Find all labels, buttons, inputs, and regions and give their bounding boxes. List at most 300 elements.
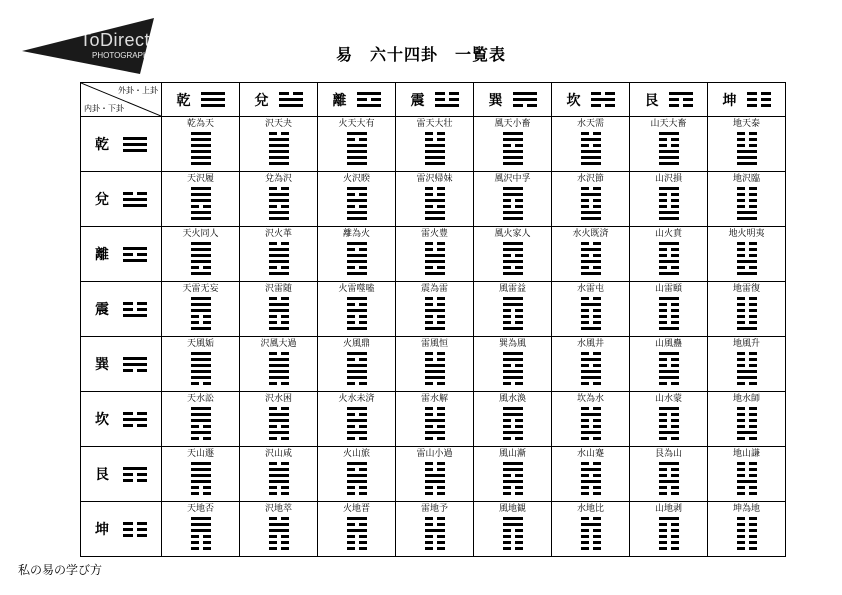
yang-line	[737, 150, 757, 153]
yang-line	[659, 217, 679, 220]
yang-line	[425, 272, 445, 275]
yin-line	[347, 523, 367, 526]
hexagram-name: 雷地予	[420, 504, 448, 514]
trigram-symbol	[737, 187, 757, 220]
hexagram-name: 山火賁	[654, 229, 682, 239]
hexagram-name: 坎為水	[576, 394, 604, 404]
yang-line	[737, 376, 757, 379]
yin-line	[503, 321, 523, 324]
yang-line	[269, 364, 289, 367]
yin-line	[503, 541, 523, 544]
yang-line	[425, 370, 445, 373]
yin-line	[581, 205, 601, 208]
hexagram-symbol	[240, 462, 317, 495]
yang-line	[269, 419, 289, 422]
column-header-4	[396, 83, 474, 117]
yin-line	[123, 302, 147, 305]
yang-line	[581, 150, 601, 153]
yang-line	[581, 413, 601, 416]
yang-line	[659, 211, 679, 214]
yang-line	[503, 248, 523, 251]
yang-line	[581, 523, 601, 526]
yang-line	[425, 150, 445, 153]
logo-text: ToDirect	[80, 30, 151, 50]
yin-line	[737, 242, 757, 245]
hexagram-symbol	[630, 407, 707, 440]
hexagram-cell	[552, 392, 630, 447]
row-header-8	[81, 502, 162, 557]
yin-line	[581, 364, 601, 367]
yang-line	[737, 260, 757, 263]
yang-line	[503, 193, 523, 196]
trigram-symbol	[347, 407, 367, 440]
yin-line	[659, 535, 679, 538]
row-header-2	[81, 172, 162, 227]
yin-line	[425, 437, 445, 440]
trigram-symbol	[581, 517, 601, 550]
yang-line	[435, 104, 459, 107]
yang-line	[123, 198, 147, 201]
yin-line	[503, 205, 523, 208]
yang-line	[191, 352, 211, 355]
yin-line	[737, 486, 757, 489]
yin-line	[347, 413, 367, 416]
column-trigram-name: 兌	[254, 92, 269, 109]
trigram-symbol	[201, 92, 225, 107]
hexagram-name: 沢風大過	[260, 339, 297, 349]
hexagram-symbol	[708, 297, 785, 330]
yang-line	[347, 517, 367, 520]
yang-line	[123, 259, 147, 262]
yang-line	[123, 357, 147, 360]
yin-line	[737, 358, 757, 361]
hexagram-symbol	[240, 242, 317, 275]
hexagram-symbol	[708, 462, 785, 495]
yin-line	[269, 266, 289, 269]
hexagram-symbol	[318, 242, 395, 275]
yang-line	[503, 358, 523, 361]
yin-line	[737, 419, 757, 422]
row-header-4	[81, 282, 162, 337]
hexagram-symbol	[708, 132, 785, 165]
row-header-3	[81, 227, 162, 282]
yin-line	[737, 474, 757, 477]
yin-line	[425, 517, 445, 520]
yin-line	[347, 205, 367, 208]
yang-line	[425, 260, 445, 263]
yin-line	[659, 144, 679, 147]
yang-line	[269, 156, 289, 159]
yang-line	[659, 352, 679, 355]
yin-line	[659, 266, 679, 269]
yin-line	[581, 309, 601, 312]
yang-line	[503, 162, 523, 165]
yin-line	[425, 413, 445, 416]
yin-line	[269, 321, 289, 324]
yang-line	[659, 517, 679, 520]
hexagram-name: 火水未済	[338, 394, 375, 404]
yang-line	[581, 370, 601, 373]
yin-line	[581, 266, 601, 269]
hexagram-name: 火沢睽	[342, 174, 370, 184]
column-trigram-name: 艮	[644, 92, 659, 109]
yang-line	[347, 352, 367, 355]
yin-line	[659, 523, 679, 526]
yin-line	[581, 486, 601, 489]
yang-line	[357, 92, 381, 95]
trigram-symbol	[737, 242, 757, 275]
yin-line	[737, 523, 757, 526]
yin-line	[581, 352, 601, 355]
hexagram-cell	[708, 172, 786, 227]
yang-line	[659, 370, 679, 373]
hexagram-name: 風地観	[498, 504, 526, 514]
footer-caption: 私の易の学び方	[18, 563, 103, 577]
hexagram-cell	[318, 172, 396, 227]
yin-line	[347, 382, 367, 385]
hexagram-symbol	[552, 462, 629, 495]
trigram-symbol	[435, 92, 459, 107]
yang-line	[269, 370, 289, 373]
yin-line	[425, 138, 445, 141]
yang-line	[425, 529, 445, 532]
yang-line	[123, 467, 147, 470]
yin-line	[747, 98, 771, 101]
hexagram-name: 地沢臨	[732, 174, 760, 184]
yin-line	[581, 315, 601, 318]
yang-line	[347, 309, 367, 312]
yang-line	[191, 523, 211, 526]
hexagram-symbol	[474, 242, 551, 275]
hexagram-cell	[552, 117, 630, 172]
trigram-symbol	[581, 462, 601, 495]
yin-line	[737, 309, 757, 312]
yin-line	[737, 144, 757, 147]
yang-line	[503, 260, 523, 263]
yang-line	[191, 297, 211, 300]
yang-line	[201, 98, 225, 101]
trigram-symbol	[123, 467, 147, 482]
yang-line	[737, 480, 757, 483]
yin-line	[737, 462, 757, 465]
hexagram-cell	[318, 447, 396, 502]
yang-line	[269, 260, 289, 263]
yang-line	[659, 272, 679, 275]
hexagram-name: 地雷復	[732, 284, 760, 294]
yang-line	[513, 98, 537, 101]
yang-line	[191, 211, 211, 214]
trigram-symbol	[347, 187, 367, 220]
yang-line	[425, 364, 445, 367]
hexagram-cell	[396, 337, 474, 392]
yin-line	[357, 98, 381, 101]
yang-line	[347, 272, 367, 275]
hexagram-name: 水風井	[576, 339, 604, 349]
column-header-8	[708, 83, 786, 117]
yin-line	[425, 523, 445, 526]
yang-line	[425, 156, 445, 159]
yin-line	[269, 517, 289, 520]
trigram-symbol	[737, 407, 757, 440]
hexagram-name: 地火明夷	[728, 229, 765, 239]
yin-line	[425, 303, 445, 306]
yin-line	[269, 547, 289, 550]
row-header-5	[81, 337, 162, 392]
trigram-symbol	[503, 242, 523, 275]
yang-line	[269, 199, 289, 202]
hexagram-name: 火天大有	[338, 119, 375, 129]
yin-line	[425, 492, 445, 495]
yin-line	[191, 266, 211, 269]
trigram-symbol	[123, 247, 147, 262]
yang-line	[659, 327, 679, 330]
trigram-symbol	[123, 192, 147, 207]
yang-line	[659, 407, 679, 410]
column-header-6	[552, 83, 630, 117]
hexagram-symbol	[630, 297, 707, 330]
hexagram-name: 地天泰	[732, 119, 760, 129]
yin-line	[269, 486, 289, 489]
yin-line	[737, 364, 757, 367]
yin-line	[347, 315, 367, 318]
yin-line	[269, 462, 289, 465]
yang-line	[347, 431, 367, 434]
yin-line	[269, 382, 289, 385]
hexagram-cell	[318, 337, 396, 392]
yang-line	[503, 517, 523, 520]
hexagram-name: 乾為天	[186, 119, 214, 129]
row-trigram-name: 艮	[95, 467, 109, 483]
yang-line	[503, 156, 523, 159]
yang-line	[269, 193, 289, 196]
yin-line	[191, 205, 211, 208]
yang-line	[347, 144, 367, 147]
hexagram-symbol	[318, 187, 395, 220]
row-trigram-name: 兌	[95, 192, 109, 208]
yang-line	[737, 272, 757, 275]
yin-line	[659, 321, 679, 324]
yang-line	[269, 138, 289, 141]
yang-line	[503, 138, 523, 141]
yin-line	[737, 248, 757, 251]
yin-line	[737, 193, 757, 196]
trigram-symbol	[737, 517, 757, 550]
yang-line	[581, 327, 601, 330]
yin-line	[737, 541, 757, 544]
yin-line	[123, 412, 147, 415]
yin-line	[737, 413, 757, 416]
yang-line	[191, 376, 211, 379]
hexagram-name: 天水訟	[186, 394, 214, 404]
yang-line	[347, 132, 367, 135]
yang-line	[581, 376, 601, 379]
yang-line	[123, 204, 147, 207]
column-header-7	[630, 83, 708, 117]
yang-line	[123, 149, 147, 152]
yang-line	[737, 327, 757, 330]
hexagram-name: 風天小畜	[494, 119, 531, 129]
yin-line	[581, 419, 601, 422]
yang-line	[669, 92, 693, 95]
yin-line	[581, 132, 601, 135]
yin-line	[581, 254, 601, 257]
trigram-symbol	[347, 242, 367, 275]
hexagram-symbol	[162, 242, 239, 275]
trigram-symbol	[659, 187, 679, 220]
yang-line	[279, 98, 303, 101]
trigram-symbol	[191, 352, 211, 385]
hexagram-name: 艮為山	[654, 449, 682, 459]
yin-line	[191, 425, 211, 428]
hexagram-name: 沢地萃	[264, 504, 292, 514]
hexagram-cell	[240, 502, 318, 557]
yin-line	[659, 364, 679, 367]
yin-line	[269, 425, 289, 428]
yin-line	[737, 425, 757, 428]
yang-line	[659, 376, 679, 379]
yin-line	[425, 242, 445, 245]
hexagram-cell	[240, 227, 318, 282]
yin-line	[425, 248, 445, 251]
yang-line	[269, 529, 289, 532]
yang-line	[659, 260, 679, 263]
yin-line	[269, 541, 289, 544]
yang-line	[503, 187, 523, 190]
hexagram-cell	[162, 117, 240, 172]
yang-line	[191, 132, 211, 135]
hexagram-name: 巽為風	[498, 339, 526, 349]
yin-line	[269, 187, 289, 190]
yin-line	[347, 547, 367, 550]
hexagram-symbol	[396, 517, 473, 550]
yang-line	[581, 193, 601, 196]
yin-line	[581, 382, 601, 385]
yin-line	[591, 92, 615, 95]
yin-line	[581, 407, 601, 410]
yang-line	[191, 242, 211, 245]
yang-line	[503, 150, 523, 153]
yin-line	[581, 437, 601, 440]
trigram-symbol	[513, 92, 537, 107]
yin-line	[737, 297, 757, 300]
yang-line	[269, 480, 289, 483]
yang-line	[503, 370, 523, 373]
hexagram-name: 天地否	[186, 504, 214, 514]
yang-line	[513, 92, 537, 95]
yin-line	[123, 522, 147, 525]
yang-line	[581, 303, 601, 306]
yang-line	[503, 242, 523, 245]
yang-line	[347, 260, 367, 263]
yin-line	[425, 187, 445, 190]
yin-line	[347, 358, 367, 361]
yin-line	[123, 308, 147, 311]
hexagram-symbol	[240, 187, 317, 220]
yang-line	[659, 156, 679, 159]
hexagram-symbol	[318, 352, 395, 385]
hexagram-symbol	[708, 242, 785, 275]
hexagram-symbol	[474, 297, 551, 330]
yin-line	[503, 437, 523, 440]
lower-trigram-label: 内卦・下卦	[84, 104, 124, 113]
yang-line	[191, 358, 211, 361]
yang-line	[123, 418, 147, 421]
yang-line	[503, 352, 523, 355]
trigram-symbol	[581, 297, 601, 330]
yin-line	[191, 382, 211, 385]
hexagram-name: 火山旅	[342, 449, 370, 459]
yin-line	[269, 352, 289, 355]
yin-line	[269, 535, 289, 538]
column-header-3	[318, 83, 396, 117]
trigram-symbol	[347, 352, 367, 385]
hexagram-symbol	[396, 352, 473, 385]
trigram-symbol	[123, 357, 147, 372]
trigram-symbol	[269, 462, 289, 495]
yang-line	[357, 104, 381, 107]
hexagram-name: 火地晋	[342, 504, 370, 514]
hexagram-symbol	[318, 462, 395, 495]
column-trigram-name: 巽	[488, 92, 503, 109]
yang-line	[581, 431, 601, 434]
yin-line	[747, 104, 771, 107]
yang-line	[191, 474, 211, 477]
hexagram-symbol	[396, 462, 473, 495]
trigram-symbol	[269, 517, 289, 550]
yang-line	[347, 156, 367, 159]
trigram-symbol	[669, 92, 693, 107]
yang-line	[191, 217, 211, 220]
yin-line	[279, 92, 303, 95]
yin-line	[435, 98, 459, 101]
yin-line	[347, 138, 367, 141]
hexagram-symbol	[708, 352, 785, 385]
yin-line	[425, 486, 445, 489]
yin-line	[737, 205, 757, 208]
yang-line	[347, 211, 367, 214]
yin-line	[123, 473, 147, 476]
row-trigram-name: 震	[95, 302, 109, 318]
trigram-symbol	[591, 92, 615, 107]
hexagram-cell	[162, 282, 240, 337]
yang-line	[191, 260, 211, 263]
yang-line	[425, 309, 445, 312]
yin-line	[669, 104, 693, 107]
hexagram-cell	[630, 447, 708, 502]
row-trigram-name: 坤	[95, 522, 109, 538]
hexagram-symbol	[630, 132, 707, 165]
yin-line	[503, 492, 523, 495]
yin-line	[503, 419, 523, 422]
hexagram-symbol	[474, 352, 551, 385]
trigram-symbol	[659, 407, 679, 440]
hexagram-name: 沢天夬	[264, 119, 292, 129]
hexagram-name: 風山漸	[498, 449, 526, 459]
hexagram-cell	[162, 227, 240, 282]
yang-line	[191, 468, 211, 471]
yin-line	[425, 266, 445, 269]
hexagram-symbol	[162, 407, 239, 440]
hexagram-cell	[318, 392, 396, 447]
yin-line	[659, 486, 679, 489]
yin-line	[659, 437, 679, 440]
yang-line	[425, 480, 445, 483]
trigram-symbol	[503, 517, 523, 550]
yang-line	[659, 297, 679, 300]
hexagram-name: 沢水困	[264, 394, 292, 404]
trigram-symbol	[503, 462, 523, 495]
yin-line	[503, 364, 523, 367]
